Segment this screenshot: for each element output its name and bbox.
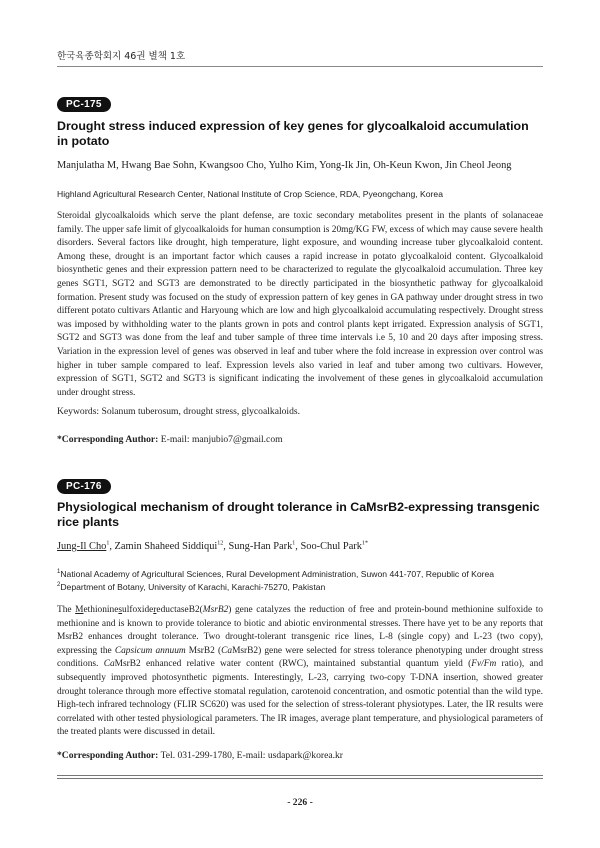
corresponding-author-label: *Corresponding Author:: [57, 750, 159, 761]
abstract-text: MsrB2 (: [185, 645, 222, 656]
abstract-title-block: [57, 500, 543, 530]
corresponding-author-block: [57, 750, 543, 761]
abstract-text: r: [153, 605, 157, 615]
abstract-text: Fv/Fm: [471, 659, 497, 670]
author-affiliation-mark: 1*: [361, 540, 368, 547]
abstract-text: ) gene catalyzes the reduction of free and protein-bound methionine sulfoxide to methionine and is known to provide tolerance to biotic and abiotic environmental stresses. There have yet to be any reports that MsrB2 enhances drought tolerance. Two drought-tolerant transgenic rice lines, L-8 (single copy) and L-23 (two copy), expressing the: [57, 605, 543, 656]
abstract-text: Ca: [103, 659, 115, 670]
affiliation-text: National Academy of Agricultural Sciences, Rural Development Administration, Suwon 441-707, Republic of Korea: [60, 569, 495, 579]
abstract-pc176: [57, 476, 543, 494]
abstract-body: Steroidal glycoalkaloids which serve the plant defense, are toxic secondary metabolites present in the plants of solanaceae family. The upper safe limit of glycoalkaloids for human consumption is 20mg/KG FW, excess of which may cause severe health disorders. Several factors like drought, high temperature, light exposure, and wounding increase tuber glycoalkaloid content. Among these, drought is an important factor which causes a rapid increase in potato glycoalkaloid content. Glycoalkaloid biosynthetic genes and their expression pattern need to be characterized to regulate the glycoalkaloid accumulation. Three key genes SGT1, SGT2 and SGT3 are demonstrated to be directly participated in the biosynthetic pathway for glycoalkaloid formation. Present study was focused on the study of expression pattern of key genes in GA pathway under drought stress in two different potato cultivars Atlantic and Haryoung which are low and high glycoalkaloid accumulating respectively. Drought stress was imposed by withholding water to the plants grown in pots and control plants kept irrigated. Expression analysis of SGT1, SGT2 and SGT3 was done from the leaf and tuber sample of three time intervals i.e 5, 10 and 20 days after imposing stress. Variation in the expression level of genes was observed in leaf and tuber where the fold increase in expression over control was higher in tuber sample compared to leaf. Expression levels also varied in leaf and tuber among two cultivars. However, expression of SGT1, SGT2 and SGT3 is significant indicating the involvement of these genes in glycoalkaloid accumulation under drought stress.: [57, 211, 543, 398]
author-list: [57, 541, 543, 552]
author-list: [57, 160, 543, 171]
corresponding-author-contact: E-mail: manjubio7@gmail.com: [158, 434, 283, 445]
corresponding-author-block: [57, 434, 543, 445]
abstract-text: s: [118, 605, 123, 615]
author-name: , Zamin Shaheed Siddiqui: [109, 541, 218, 552]
affiliation-mark: 2: [57, 581, 61, 588]
abstract-text: ulfoxide: [122, 605, 154, 615]
abstract-number-badge: PC-175: [57, 97, 111, 112]
abstract-title: Drought stress induced expression of key genes for glycoalkaloid accumulation in potato: [57, 119, 529, 148]
page-number: - 226 -: [287, 797, 313, 808]
affiliation-mark: 1: [57, 569, 61, 576]
authors: Manjulatha M, Hwang Bae Sohn, Kwangsoo Cho, Yulho Kim, Yong-Ik Jin, Oh-Keun Kwon, Jin Cheol Jeong: [57, 160, 512, 171]
corresponding-author-label: *Corresponding Author:: [57, 434, 159, 445]
abstract-text: eductase: [156, 605, 189, 615]
abstract-text: MsrB2: [202, 605, 229, 615]
author-affiliation-mark: 1: [292, 540, 296, 547]
corresponding-author-contact: Tel. 031-299-1780, E-mail: usdapark@korea.kr: [158, 750, 343, 761]
corresponding-author: [57, 434, 543, 445]
abstract-text: MsrB2: [232, 645, 259, 656]
abstract-text: The: [57, 605, 76, 615]
abstract-text: B2(: [188, 605, 203, 615]
author-affiliation-mark: 1: [106, 540, 110, 547]
abstract-number-badge: PC-176: [57, 479, 111, 494]
author-name: , Soo-Chul Park: [295, 541, 362, 552]
header-rule: [57, 66, 543, 67]
author-affiliation-mark: 12: [217, 540, 224, 547]
affiliation: Highland Agricultural Research Center, National Institute of Crop Science, RDA, Pyeongchang, Korea: [57, 189, 443, 199]
affiliation: [57, 568, 543, 581]
author-name: Jung-Il Cho: [57, 541, 107, 552]
authors: [57, 541, 543, 552]
abstract-body: [57, 604, 543, 740]
corresponding-author: [57, 750, 543, 761]
abstract-text: Capsicum annuum: [114, 645, 186, 656]
abstract-body-block: [57, 210, 543, 400]
affiliation-block: [57, 188, 543, 201]
abstract-text: MsrB2 enhanced relative water content (RWC), maintained substantial quantum yield (: [114, 659, 472, 670]
abstract-text: Ca: [221, 645, 233, 656]
footer-rule: [57, 775, 543, 776]
abstract-text: M: [75, 605, 84, 615]
abstract-text: ) gene were selected for stress tolerance phenotyping under drought stress conditions.: [57, 645, 543, 670]
abstract-pc175: [57, 94, 543, 112]
affiliation-text: Department of Botany, University of Karachi, Karachi-75270, Pakistan: [60, 581, 326, 592]
footer-rule: [57, 778, 543, 779]
abstract-text: ethionine: [83, 605, 119, 615]
keywords-block: [57, 406, 543, 417]
abstract-text: ratio), and subsequently improved photosynthetic pigments. Interestingly, L-23, carrying two-copy T-DNA insertion, showed greater drought tolerance through more effective stomatal regulation, carotenoid concentration, and osmotic potential than the wild type. High-tech infrared technology (FLIR SC620) was used for the selection of stress-tolerant physiotypes. Later, the IR results were correlated with other tested physiological parameters. The IR images, average plant temperature, and physiological parameters of the treated plants were discussed in detail.: [57, 659, 544, 738]
author-name: , Sung-Han Park: [223, 541, 293, 552]
abstract-title: Physiological mechanism of drought tolerance in CaMsrB2-expressing transgenic rice plants: [57, 500, 540, 529]
running-head: 한국육종학회지 46권 별책 1호: [57, 51, 186, 62]
abstract-body-block: [57, 604, 543, 740]
affiliation-block: [57, 568, 543, 593]
keywords: Keywords: Solanum tuberosum, drought stress, glycoalkaloids.: [57, 406, 301, 417]
abstract-title-block: [57, 119, 543, 149]
affiliation: [57, 581, 543, 594]
